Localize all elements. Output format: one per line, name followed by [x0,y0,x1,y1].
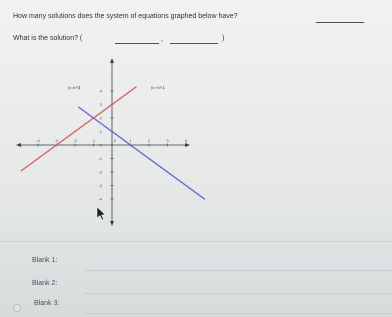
answer-row-3 [0,295,392,317]
question-1-text: How many solutions does the system of equations graphed below have? [13,13,238,20]
y-tick-label: -1 [98,156,102,161]
y-tick-label: -4 [98,196,102,202]
y-axis-up-arrow-icon [110,58,114,63]
mouse-cursor-icon [97,207,105,220]
blank-1-input[interactable] [84,254,392,271]
x-tick-label: 1 [129,138,132,143]
x-tick-label: -2 [73,138,77,143]
blank-3-input[interactable] [84,297,392,314]
line-2-label: y=-x+1 [151,85,165,90]
question-2-text: What is the solution? ( [13,35,83,42]
y-tick-label: -3 [98,183,102,188]
blank-2-input[interactable] [84,277,392,294]
section-divider [0,241,392,242]
x-tick-label: 2 [147,138,151,143]
y-tick-label: -2 [98,169,102,175]
y-axis-down-arrow-icon [110,221,114,226]
question-2-separator: , [161,36,163,43]
blank-3-label: Blank 3: [34,300,60,307]
x-tick-label: -3 [54,138,59,143]
line-y-equals-x-plus-3 [21,87,136,171]
blank-1-label: Blank 1: [32,257,58,264]
x-axis-left-arrow-icon [16,143,21,147]
line-1-label: y=x+3 [68,85,81,90]
question-2-closing-paren: ) [222,35,225,42]
y-tick-label: 3 [99,102,102,107]
y-tick-label: 1 [99,129,102,134]
x-tick-label: -1 [91,138,96,143]
x-tick-label: 4 [184,138,188,143]
answer-marker-icon [13,304,21,312]
x-tick-label: -4 [36,138,40,143]
y-tick-label: 0 [99,142,102,148]
x-tick-label: 3 [166,138,169,143]
blank-2-label: Blank 2: [32,280,58,287]
x-tick-label: 0 [113,138,117,143]
y-tick-label: 4 [99,88,102,94]
answer-row-1 [0,250,392,272]
graph-axes [16,58,190,226]
answer-row-2 [0,273,392,295]
y-tick-label: 2 [99,115,102,121]
